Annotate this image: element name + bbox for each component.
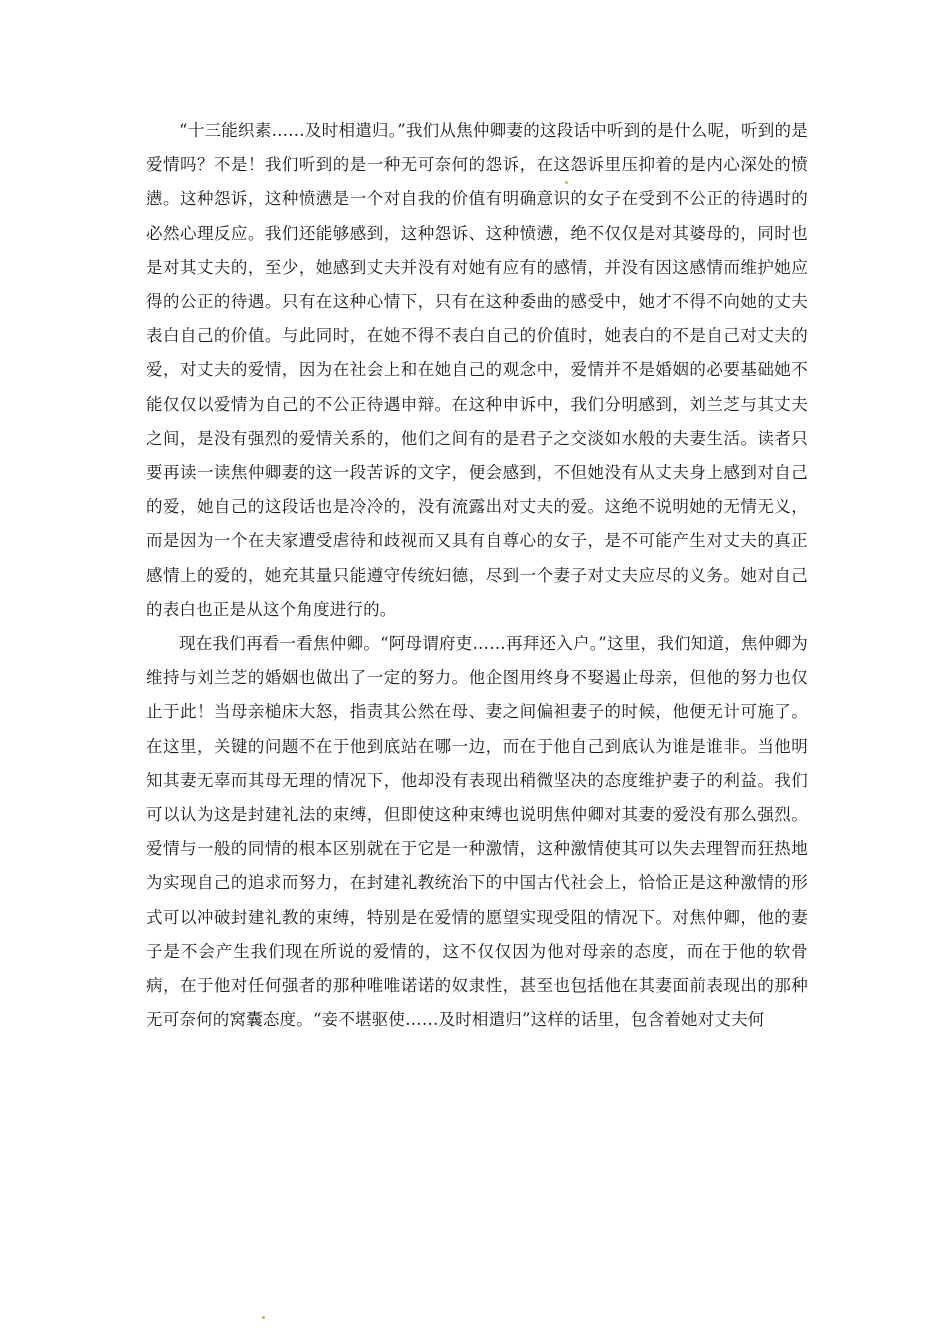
scan-speck-mark bbox=[262, 1316, 265, 1319]
paragraph-1: “十三能织素……及时相遣归。”我们从焦仲卿妻的这段话中听到的是什么呢，听到的是爱情吗？不是！我们听到的是一种无可奈何的怨诉，在这怨诉里压抑着的是内心深处的愤懑。这种怨诉，这种愤懑是一个对自我的价值有明确意识的女子在受到不公正的待遇时的必然心理反应。我们还能够感到，这种怨诉、这种愤懑，绝不仅仅是对其婆母的，同时也是对其丈夫的，至少，她感到丈夫并没有对她有应有的感情，并没有因这感情而维护她应得的公正的待遇。只有在这种心情下，只有在这种委曲的感受中，她才不得不向她的丈夫表白自己的价值。与此同时，在她不得不表白自己的价值时，她表白的不是自己对丈夫的爱，对丈夫的爱情，因为在社会上和在她自己的观念中，爱情并不是婚姻的必要基础她不能仅仅以爱情为自己的不公正待遇申辩。在这种申诉中，我们分明感到，刘兰芝与其丈夫之间，是没有强烈的爱情关系的，他们之间有的是君子之交淡如水般的夫妻生活。读者只要再读一读焦仲卿妻的这一段苦诉的文字，便会感到，不但她没有从丈夫身上感到对自己的爱，她自己的这段话也是冷冷的，没有流露出对丈夫的爱。这绝不说明她的无情无义，而是因为一个在夫家遭受虐待和歧视而又具有自尊心的女子，是不可能产生对丈夫的真正感情上的爱的，她充其量只能遵守传统妇德，尽到一个妻子对丈夫应尽的义务。她对自己的表白也正是从这个角度进行的。 bbox=[146, 121, 808, 619]
paragraph-2: 现在我们再看一看焦仲卿。“阿母谓府吏……再拜还入户。”这里，我们知道，焦仲卿为维持与刘兰芝的婚姻也做出了一定的努力。他企图用终身不娶遏止母亲，但他的努力也仅止于此！当母亲槌床大怒，指责其公然在母、妻之间偏袒妻子的时候，他便无计可施了。在这里，关键的问题不在于他到底站在哪一边，而在于他自己到底认为谁是谁非。当他明知其妻无辜而其母无理的情况下，他却没有表现出稍微坚决的态度维护妻子的利益。我们可以认为这是封建礼法的束缚，但即使这种束缚也说明焦仲卿对其妻的爱没有那么强烈。爱情与一般的同情的根本区别就在于它是一种激情，这种激情使其可以失去理智而狂热地为实现自己的追求而努力，在封建礼教统治下的中国古代社会上，恰恰正是这种激情的形式可以冲破封建礼教的束缚，特别是在爱情的愿望实现受阻的情况下。对焦仲卿，他的妻子是不会产生我们现在所说的爱情的，这不仅仅因为他对母亲的态度，而在于他的软骨病，在于他对任何强者的那种唯唯诺诺的奴隶性，甚至也包括他在其妻面前表现出的那种无可奈何的窝囊态度。“妾不堪驱使……及时相遣归”这样的话里，包含着她对丈夫何 bbox=[146, 634, 808, 1030]
scan-speck-mark bbox=[565, 181, 568, 184]
article-body bbox=[146, 114, 808, 1037]
